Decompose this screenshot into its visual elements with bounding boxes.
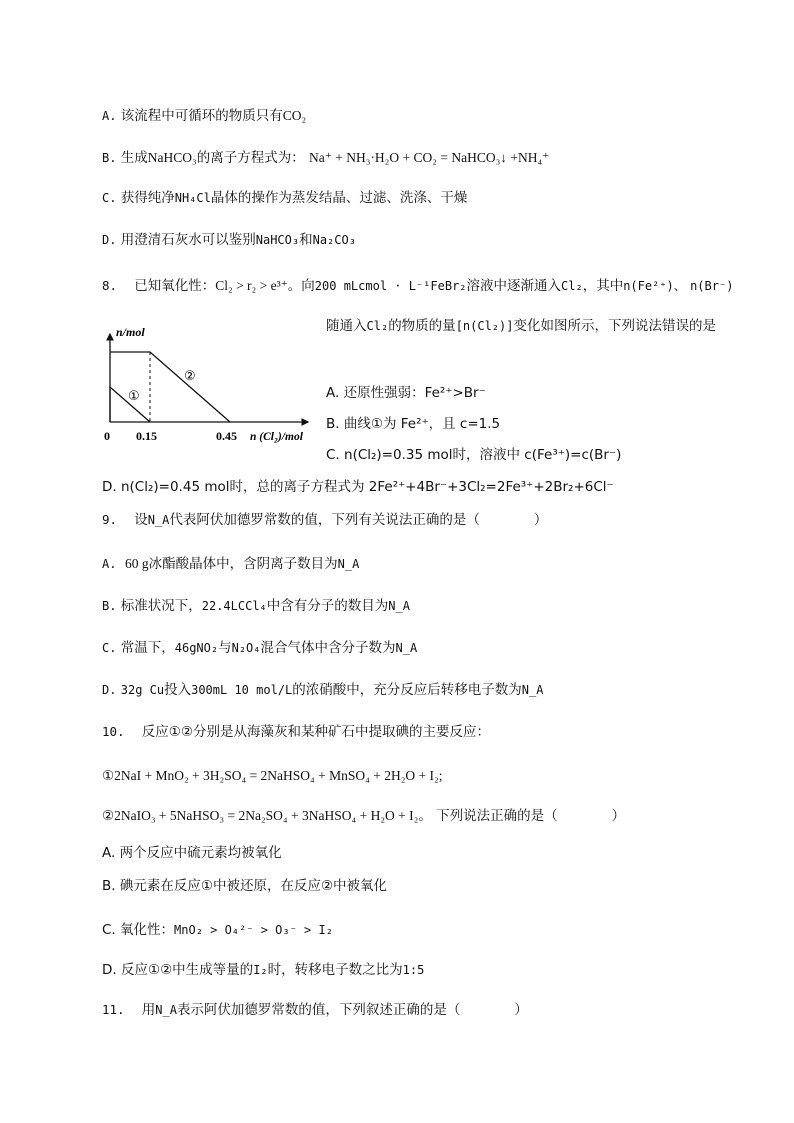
x-tick-label: 0.15 <box>136 429 157 443</box>
q9-option-b: B. 标准状况下，22.4LCCl₄中含有分子的数目为N_A <box>102 598 410 614</box>
q10-stem: 10. 反应①②分别是从海藻灰和某种矿石中提取碘的主要反应： <box>102 724 490 740</box>
q10-equation-1: ①2NaI + MnO₂ + 3H₂SO₄ = 2NaHSO₄ + MnSO₄ + 2H₂O + I₂; <box>102 768 443 783</box>
q9-option-a: A. 60 g冰酯酸晶体中，含阴离子数目为N_A <box>102 556 360 572</box>
q10-option-c: C. 氧化性：MnO₂ > O₄²⁻ > O₃⁻ > I₂ <box>102 922 333 938</box>
q8-option-b: B. 曲线①为 Fe²⁺，且 c=1.5 <box>326 416 501 432</box>
q10-option-a: A. 两个反应中硫元素均被氧化 <box>102 845 282 861</box>
y-axis-label: n/mol <box>116 325 145 339</box>
q8-option-c: C. n(Cl₂)=0.35 mol时，溶液中 c(Fe³⁺)=c(Br⁻) <box>326 447 622 463</box>
q8-option-a: A. 还原性强弱：Fe²⁺>Br⁻ <box>326 385 486 401</box>
x-tick-label: 0.45 <box>216 429 237 443</box>
q9-option-d: D. 32g Cu投入300mL 10 mol/L的浓硝酸中，充分反应后转移电子数为N_A <box>102 682 544 698</box>
x-axis-label: n (Cl₂)/mol <box>250 431 303 443</box>
q10-equation-2: ②2NaIO₃ + 5NaHSO₃ = 2Na₂SO₄ + 3NaHSO₄ + H₂O + I₂。 下列说法正确的是（ ） <box>102 808 626 824</box>
q11-stem: 11. 用N_A表示阿伏加德罗常数的值，下列叙述正确的是（ ） <box>102 1002 528 1018</box>
q7-option-b: B. 生成NaHCO₃的离子方程式为： Na⁺ + NH₃·H₂O + CO₂ = NaHCO₃↓ +NH₄⁺ <box>102 150 550 166</box>
q9-stem: 9. 设N_A代表阿伏加德罗常数的值，下列有关说法正确的是（ ） <box>102 512 548 528</box>
q7-option-a: A. 该流程中可循环的物质只有CO₂ <box>102 108 307 124</box>
q9-option-c: C. 常温下，46gNO₂与N₂O₄混合气体中含分子数为N_A <box>102 640 418 656</box>
q8-option-d: D. n(Cl₂)=0.45 mol时，总的离子方程式为 2Fe²⁺+4Br⁻+3Cl₂=2Fe³⁺+2Br₂+6Cl⁻ <box>102 479 614 495</box>
curve-label-2: ② <box>184 369 196 384</box>
q8-graph <box>100 322 322 447</box>
series-line-2 <box>110 352 230 422</box>
q7-option-d: D. 用澄清石灰水可以鉴别NaHCO₃和Na₂CO₃ <box>102 232 356 248</box>
q8-stem-cont: 随通入Cl₂的物质的量[n(Cl₂)]变化如图所示，下列说法错误的是 <box>326 318 716 334</box>
q10-option-d: D. 反应①②中生成等量的I₂时，转移电子数之比为1:5 <box>102 962 425 978</box>
curve-label-1: ① <box>128 389 140 404</box>
q10-option-b: B. 碘元素在反应①中被还原，在反应②中被氧化 <box>102 878 388 894</box>
q8-graph-svg <box>100 322 322 447</box>
q8-stem: 8. 已知氧化性：Cl₂ > r₂ > e³⁺。向200 mLcmol · L⁻¹FeBr₂溶液中逐渐通入Cl₂，其中n(Fe²⁺)、 n(Br⁻) <box>102 278 734 294</box>
q7-option-c: C. 获得纯净NH₄Cl晶体的操作为蒸发结晶、过滤、洗涤、干燥 <box>102 190 468 206</box>
origin-label: 0 <box>104 429 110 443</box>
